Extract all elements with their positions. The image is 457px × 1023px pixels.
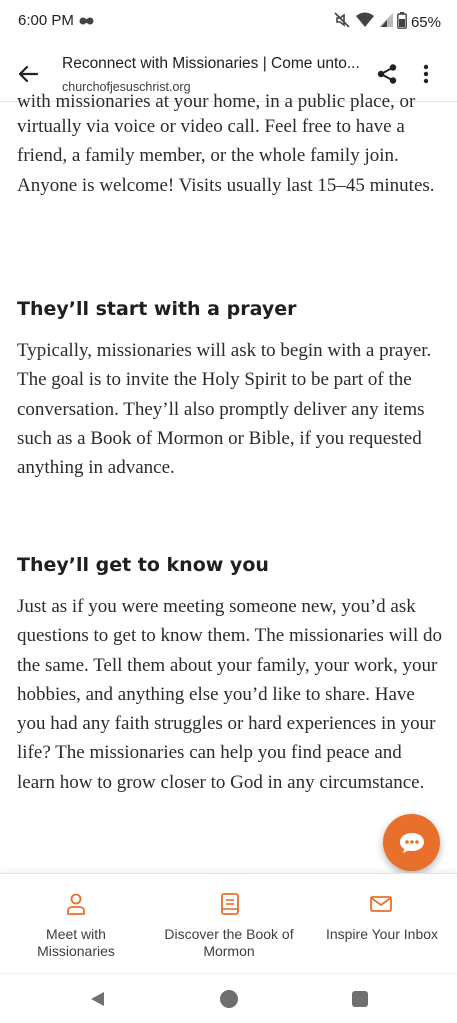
battery-icon [397, 12, 407, 34]
intro-paragraph: virtually via voice or video call. Feel free to have a friend, a family member, or the whole family join. Anyone is welcome! Visits usually last 15–45 minutes. [17, 116, 435, 196]
system-recents-icon[interactable] [352, 991, 368, 1007]
article-content [0, 91, 457, 873]
section-heading: They’ll start with a prayer [17, 298, 297, 320]
section-paragraph: Typically, missionaries will ask to begin with a prayer. The goal is to invite the Holy Spirit to be part of the conversation. They’ll also promptly deliver any items such as a Book of Mormon or Bible, if you requested anything in advance. [17, 340, 432, 479]
section-paragraph: Just as if you were meeting someone new, you’d ask questions to get to know them. The missionaries will do the same. Tell them about your family, your work, your hobbies, and anything else you’d like to share. Have you had any faith struggles or hard experiences in your life? The missionaries can help you find peace and learn how to grow closer to God in any circumstance. [17, 596, 443, 793]
more-vertical-icon [423, 64, 429, 84]
status-bar [0, 0, 457, 44]
notification-icon [79, 12, 95, 30]
battery-percent: 65% [410, 14, 441, 31]
system-nav-bar [0, 973, 457, 1023]
status-time: 6:00 PM [18, 12, 74, 29]
arrow-left-icon [17, 63, 39, 85]
nav-label: Discover the Book of Mormon [164, 926, 294, 959]
chat-button[interactable] [383, 814, 440, 871]
bottom-nav [0, 873, 457, 973]
nav-meet-with-missionaries[interactable] [0, 874, 152, 974]
system-back-icon[interactable] [89, 991, 105, 1007]
more-menu-button[interactable] [414, 59, 438, 89]
nav-inspire-your-inbox[interactable] [305, 874, 457, 974]
person-icon [64, 892, 88, 916]
wifi-icon [355, 11, 375, 34]
status-icons [333, 11, 441, 34]
nav-discover-book-of-mormon[interactable] [152, 874, 305, 974]
page-title[interactable]: Reconnect with Missionaries | Come unto... [62, 55, 360, 72]
share-icon [376, 63, 398, 85]
section-heading: They’ll get to know you [17, 554, 269, 576]
partial-text-line: with missionaries at your home, in a public place, or [17, 91, 416, 112]
system-home-icon[interactable] [220, 990, 238, 1008]
chat-bubble-icon [399, 832, 425, 854]
nav-label: Meet with Missionaries [37, 926, 115, 959]
nav-label: Inspire Your Inbox [325, 926, 439, 942]
share-button[interactable] [372, 59, 402, 89]
signal-icon [379, 12, 393, 33]
book-icon [218, 892, 242, 916]
page-url[interactable]: churchofjesuschrist.org [62, 80, 191, 94]
envelope-icon [369, 892, 393, 916]
mute-icon [333, 11, 351, 34]
back-button[interactable] [12, 58, 44, 90]
